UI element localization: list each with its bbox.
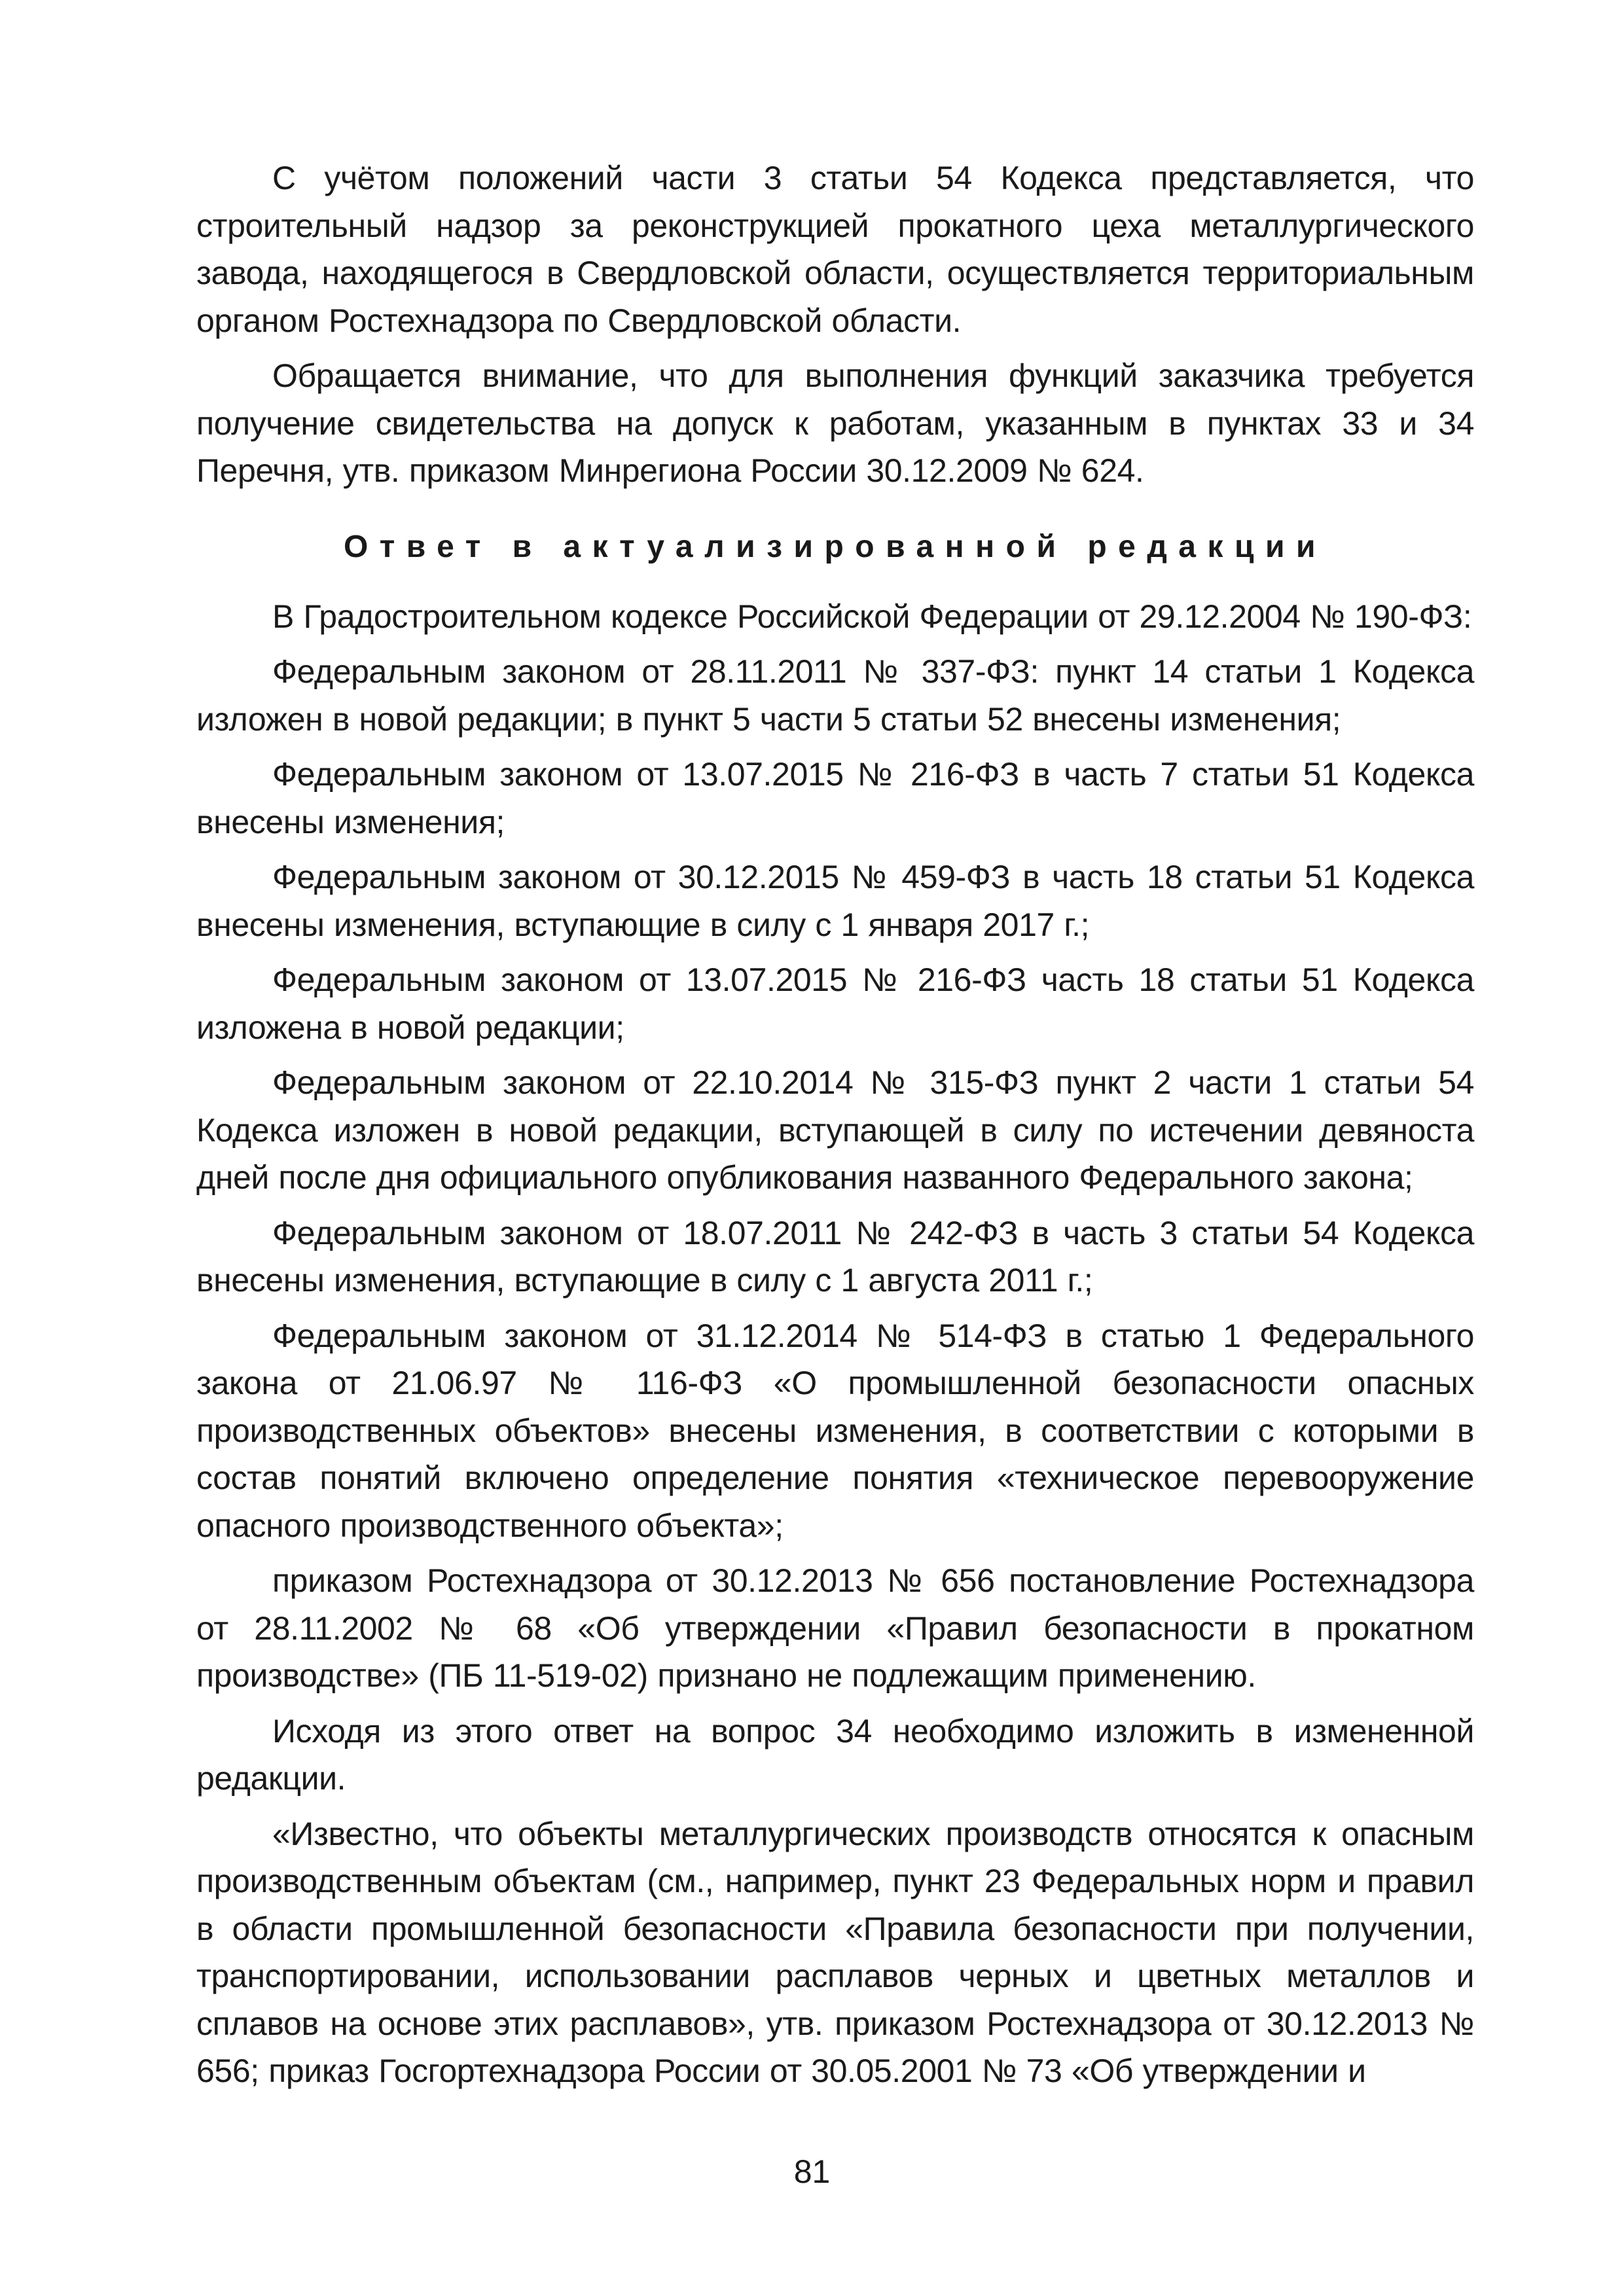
paragraph-law-315: Федеральным законом от 22.10.2014 № 315-ФЗ пункт 2 части 1 статьи 54 Кодекса изложен в новой редакции, вступающей в силу по истечении девяноста дней после дня официального опубликования названного Федерального закона; — [196, 1064, 1474, 1196]
document-page — [196, 154, 1474, 2103]
paragraph-answer-34: Исходя из этого ответ на вопрос 34 необходимо изложить в измененной редакции. — [196, 1712, 1474, 1797]
paragraph-law-216-part7: Федеральным законом от 13.07.2015 № 216-ФЗ в часть 7 статьи 51 Кодекса внесены изменения; — [196, 756, 1474, 840]
page-number: 81 — [793, 2153, 831, 2190]
paragraph-law-459: Федеральным законом от 30.12.2015 № 459-ФЗ в часть 18 статьи 51 Кодекса внесены изменения, вступающие в силу с 1 января 2017 г.; — [196, 859, 1474, 943]
paragraph-law-337: Федеральным законом от 28.11.2011 № 337-ФЗ: пункт 14 статьи 1 Кодекса изложен в новой редакции; в пункт 5 части 5 статьи 52 внесены изменения; — [196, 653, 1474, 738]
paragraph-law-216-part18: Федеральным законом от 13.07.2015 № 216-ФЗ часть 18 статьи 51 Кодекса изложена в новой редакции; — [196, 961, 1474, 1046]
paragraph-customer-functions: Обращается внимание, что для выполнения функций заказчика требуется получение свидетельства на допуск к работам, указанным в пунктах 33 и 34 Перечня, утв. приказом Минрегиона России 30.12.2009 № 624. — [196, 357, 1474, 489]
paragraph-law-514: Федеральным законом от 31.12.2014 № 514-ФЗ в статью 1 Федерального закона от 21.06.97 № 116-ФЗ «О промышленной безопасности опасных производственных объектов» внесены изменения, в соответствии с которыми в состав понятий включено определение понятия «техническое перевооружение опасного производственного объекта»; — [196, 1317, 1474, 1544]
paragraph-order-656: приказом Ростехнадзора от 30.12.2013 № 656 постановление Ростехнадзора от 28.11.2002 № 68 «Об утверждении «Правил безопасности в прокатном производстве» (ПБ 11-519-02) признано не подлежащим применению. — [196, 1562, 1474, 1694]
paragraph-law-242: Федеральным законом от 18.07.2011 № 242-ФЗ в часть 3 статьи 54 Кодекса внесены изменения, вступающие в силу с 1 августа 2011 г.; — [196, 1214, 1474, 1299]
paragraph-code-intro: В Градостроительном кодексе Российской Федерации от 29.12.2004 № 190-ФЗ: — [272, 598, 1472, 635]
paragraph-supervision: С учётом положений части 3 статьи 54 Кодекса представляется, что строительный надзор за реконструкцией прокатного цеха металлургического завода, находящегося в Свердловской области, осуществляется территориальным органом Ростехнадзора по Свердловской области. — [196, 160, 1474, 339]
section-heading: Ответ в актуализированной редакции — [343, 529, 1327, 564]
paragraph-quote-metallurgy: «Известно, что объекты металлургических производств относятся к опасным производственным объектам (см., например, пункт 23 Федеральных норм и правил в области промышленной безопасности «Правила безопасности при получении, транспортировании, использовании расплавов черных и цветных металлов и сплавов на основе этих расплавов», утв. приказом Ростехнадзора от 30.12.2013 № 656; приказ Госгортехнадзора России от 30.05.2001 № 73 «Об утверждении и — [196, 1815, 1474, 2089]
